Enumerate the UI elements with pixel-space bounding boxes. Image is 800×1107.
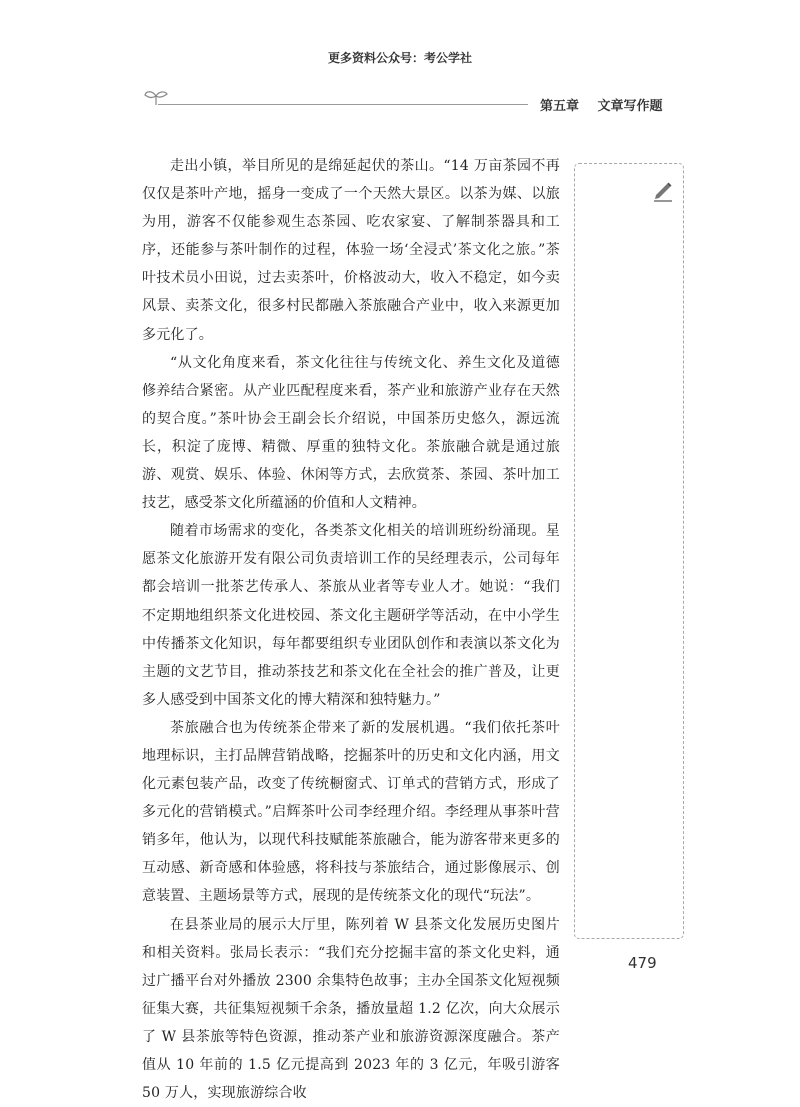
top-note: 更多资料公众号：考公学社: [327, 51, 472, 65]
pencil-icon: [651, 178, 675, 206]
chapter-heading: [540, 95, 663, 114]
paragraph: “从文化角度来看，茶文化往往与传统文化、养生文化及道德修养结合紧密。从产业匹配程度来看，茶产业和旅游产业存在天然的契合度。”茶叶协会王副会长介绍说，中国茶历史悠久，源远流长，积淀了庞博、精微、厚重的独特文化。茶旅融合就是通过旅游、观赏、娱乐、体验、休闲等方式，去欣赏茶、茶园、茶叶加工技艺，感受茶文化所蕴涵的价值和人文精神。: [142, 354, 560, 512]
paragraph: 茶旅融合也为传统茶企带来了新的发展机遇。“我们依托茶叶地理标识，主打品牌营销战略，挖掘茶叶的历史和文化内涵，用文化元素包装产品，改变了传统橱窗式、订单式的营销方式，形成了多元化的营销模式。”启辉茶叶公司李经理介绍。李经理从事茶叶营销多年，他认为，以现代科技赋能茶旅融合，能为游客带来更多的互动感、新奇感和体验感，将科技与茶旅结合，通过影像展示、创意装置、主题场景等方式，展现的是传统茶文化的现代“玩法”。: [142, 719, 560, 905]
leaf-sprout-icon: [143, 88, 169, 110]
paragraph: 随着市场需求的变化，各类茶文化相关的培训班纷纷涌现。星愿茶文化旅游开发有限公司负责培训工作的吴经理表示，公司每年都会培训一批茶艺传承人、茶旅从业者等专业人才。她说：“我们不定期地组织茶文化进校园、茶文化主题研学等活动，在中小学生中传播茶文化知识，每年都要组织专业团队创作和表演以茶文化为主题的文艺节目，推动茶技艺和茶文化在全社会的推广普及，让更多人感受到中国茶文化的博大精深和独特魅力。”: [142, 523, 560, 708]
header-divider: [158, 104, 528, 105]
chapter-number: 第五章: [540, 99, 580, 114]
page-number: 479: [628, 954, 657, 972]
notes-box: [574, 163, 684, 939]
paragraph: 在县茶业局的展示大厅里，陈列着 W 县茶文化发展历史图片和相关资料。张局长表示：“我们充分挖掘丰富的茶文化史料，通过广播平台对外播放 2300 余集特色故事；主办全国茶文化短视频征集大赛，共征集短视频千余条，播放量超 1.2 亿次，向大众展示了 W 县茶旅等特色资源，推动茶产业和旅游资源深度融合。茶产值从 10 年前的 1.5 亿元提高到 2023 年的 3 亿元，年吸引游客 50 万人，实现旅游综合收: [142, 916, 560, 1102]
body-text: [142, 152, 560, 1107]
paragraph: 走出小镇，举目所见的是绵延起伏的茶山。“14 万亩茶园不再仅仅是茶叶产地，摇身一变成了一个天然大景区。以茶为媒、以旅为用，游客不仅能参观生态茶园、吃农家宴、了解制茶器具和工序，还能参与茶叶制作的过程，体验一场‘全浸式’茶文化之旅。”茶叶技术员小田说，过去卖茶叶，价格波动大，收入不稳定，如今卖风景、卖茶文化，很多村民都融入茶旅融合产业中，收入来源更加多元化了。: [142, 158, 560, 343]
chapter-title: 文章写作题: [597, 99, 663, 114]
